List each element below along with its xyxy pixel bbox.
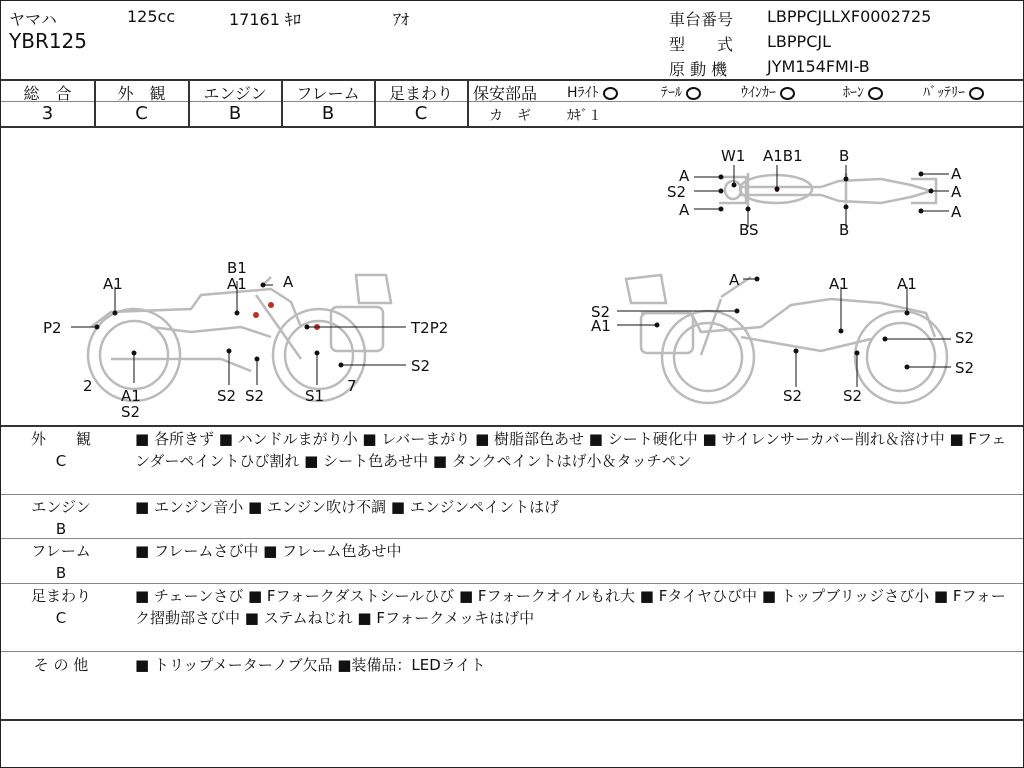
grade-total-label: 総 合: [23, 84, 72, 103]
diagram-label: S2: [843, 387, 863, 405]
diagram-label: 2: [83, 377, 93, 395]
grade-frame-value: B: [321, 103, 335, 124]
grade-exterior-value: C: [135, 103, 148, 124]
grade-frame-label: フレーム: [296, 84, 360, 103]
diagram-label: S2: [783, 387, 803, 405]
divider: [467, 79, 469, 126]
body-color: ｱｵ: [393, 10, 410, 29]
ok-circle-icon: [868, 87, 883, 100]
displacement: 125cc: [127, 7, 176, 26]
section-frame-notes: ■ フレームさび中 ■ フレーム色あせ中: [135, 542, 402, 560]
section-suspension-label: 足まわり C: [30, 587, 91, 627]
ok-circle-icon: [780, 87, 795, 100]
divider: [1, 719, 1023, 721]
engine-label: 原 動 機: [669, 60, 728, 79]
key-label: カ ギ: [489, 108, 531, 124]
diagram-label: T2P2: [411, 319, 449, 337]
diagram-label: A1: [897, 275, 917, 293]
divider: [1, 651, 1023, 652]
frame-no: LBPPCJLLXF0002725: [767, 7, 932, 26]
diagram-label: S2: [667, 183, 687, 201]
diagram-label: S2: [591, 303, 611, 321]
diagram-label: B1: [227, 259, 247, 277]
leader-lines: [71, 165, 951, 387]
safety-headlight: Hﾗｲﾄ: [567, 82, 618, 102]
grade-total-value: 3: [41, 103, 54, 124]
section-other-notes: ■ トリップメーターノブ欠品 ■装備品：LEDライト: [135, 656, 486, 674]
diagram-label: S2: [955, 359, 975, 377]
diagram-label: S2: [217, 387, 237, 405]
type-value: LBPPCJL: [767, 32, 831, 51]
damage-diagram: [1, 127, 1023, 425]
safety-horn: ﾎｰﾝ: [843, 82, 883, 102]
diagram-label: A1: [103, 275, 123, 293]
diagram-label: S1: [305, 387, 325, 405]
mileage: 17161 ｷﾛ: [229, 10, 301, 29]
diagram-label: A: [951, 165, 962, 183]
key-value: ｶｷﾞ１: [567, 108, 602, 124]
frame-no-label: 車台番号: [669, 10, 734, 29]
divider: [1, 583, 1023, 584]
safety-battery: ﾊﾞｯﾃﾘｰ: [923, 82, 984, 102]
divider: [1, 494, 1023, 495]
motorcycle-left-side: [88, 275, 391, 401]
ok-circle-icon: [969, 87, 984, 100]
diagram-label: A: [729, 271, 740, 289]
ok-circle-icon: [603, 87, 618, 100]
type-label: 型 式: [669, 35, 734, 54]
diagram-label: A: [679, 201, 690, 219]
engine-value: JYM154FMI-B: [767, 57, 870, 76]
grade-exterior-label: 外 観: [117, 84, 166, 103]
diagram-label: A1: [121, 387, 141, 405]
grade-engine-label: エンジン: [203, 84, 267, 103]
diagram-label: A: [951, 203, 962, 221]
safety-tail: ﾃｰﾙ: [661, 82, 701, 102]
maker: ヤマハ: [9, 10, 57, 29]
divider: [1, 425, 1023, 427]
diagram-label: A1B1: [763, 147, 803, 165]
model-name: YBR125: [9, 29, 88, 53]
safety-winker: ｳｲﾝｶｰ: [741, 82, 795, 102]
diagram-label: A1: [591, 317, 611, 335]
diagram-label: 7: [347, 377, 357, 395]
diagram-label: A: [679, 167, 690, 185]
diagram-label: P2: [43, 319, 62, 337]
diagram-label: B: [839, 147, 850, 165]
section-other-label: そ の 他: [33, 656, 89, 674]
grade-engine-value: B: [228, 103, 242, 124]
diagram-label: A: [951, 183, 962, 201]
diagram-label: B: [839, 221, 850, 239]
safety-title: 保安部品: [473, 84, 538, 103]
diagram-label: W1: [721, 147, 746, 165]
diagram-label: S2: [245, 387, 265, 405]
motorcycle-top-view: [719, 173, 936, 209]
grade-suspension-value: C: [414, 103, 428, 124]
diagram-label: S2: [411, 357, 431, 375]
diagram-label: BS: [739, 221, 759, 239]
section-frame-label: フレーム B: [31, 542, 91, 582]
diagram-label: S2: [121, 403, 141, 421]
diagram-label: A1: [227, 275, 247, 293]
section-suspension-notes: ■ チェーンさび ■ Fフォークダストシールひび ■ Fフォークオイルもれ大 ■ Fタイヤひび中 ■ トップブリッジさび小 ■ Fフォーク摺動部さび中 ■ ステムねじれ ■ Fフォークメッキはげ中: [135, 587, 1006, 627]
diagram-label: S2: [955, 329, 975, 347]
grade-suspension-label: 足まわり: [388, 84, 453, 103]
diagram-label: A: [283, 273, 294, 291]
section-exterior-label: 外 観 C: [30, 430, 91, 470]
section-exterior-notes: ■ 各所きず ■ ハンドルまがり小 ■ レバーまがり ■ 樹脂部色あせ ■ シート硬化中 ■ サイレンサーカバー削れ＆溶け中 ■ Fフェンダーペイントひび割れ ■ シート色あせ中 ■ タンクペイントはげ小＆タッチペン: [135, 430, 1007, 470]
section-engine-notes: ■ エンジン音小 ■ エンジン吹け不調 ■ エンジンペイントはげ: [135, 498, 560, 516]
diagram-label: A1: [829, 275, 849, 293]
ok-circle-icon: [686, 87, 701, 100]
divider: [1, 538, 1023, 539]
section-engine-label: エンジン B: [31, 498, 91, 538]
